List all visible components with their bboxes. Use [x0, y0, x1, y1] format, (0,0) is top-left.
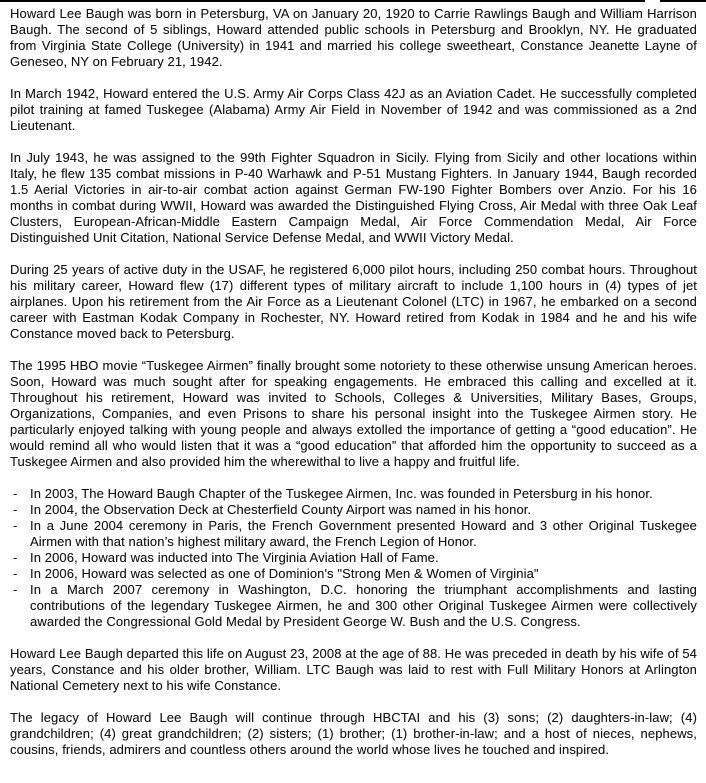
list-item-text: In 2006, Howard was selected as one of Dominion's "Strong Men & Women of Virginia" — [30, 566, 539, 581]
list-item — [10, 582, 697, 630]
bullet-dash: - — [13, 582, 18, 597]
bullet-dash: - — [13, 518, 18, 533]
list-item — [10, 566, 697, 582]
paragraph-hbo-movie: The 1995 HBO movie “Tuskegee Airmen” finally brought some notoriety to these otherwise unsung American heroes. Soon, Howard was much sought after for speaking engagements. He embraced this calling and excelled at it. Throughout his retirement, Howard was invited to Schools, Colleges & Universities, Military Bases, Groups, Organizations, Companies, and even Prisons to share his personal insight into the Tuskegee Airmen story. He particularly enjoyed talking with young people and always extolled the importance of getting a “good education”. He would remind all who would listen that it was a “good education” that afforded him the opportunity to succeed as a Tuskegee Airmen and also provided him the wherewithal to live a happy and fruitful life. — [10, 358, 697, 469]
paragraph-aviation-cadet: In March 1942, Howard entered the U.S. Army Air Corps Class 42J as an Aviation Cadet. He successfully completed pilot training at famed Tuskegee (Alabama) Army Air Field in November of 1942 and was commissioned as a 2nd Lieutenant. — [10, 86, 697, 133]
list-item-text: In 2003, The Howard Baugh Chapter of the Tuskegee Airmen, Inc. was founded in Petersburg in his honor. — [30, 486, 653, 501]
paragraph-birth-education: Howard Lee Baugh was born in Petersburg, VA on January 20, 1920 to Carrie Rawlings Baugh and William Harrison Baugh. The second of 5 siblings, Howard attended public schools in Petersburg and Brooklyn, NY. He graduated from Virginia State College (University) in 1941 and married his college sweetheart, Constance Jeanette Layne of Geneseo, NY on February 21, 1942. — [10, 6, 697, 69]
paragraph-usaf-career: During 25 years of active duty in the USAF, he registered 6,000 pilot hours, including 250 combat hours. Throughout his military career, Howard flew (17) different types of military aircraft to include 1,100 hours in (4) types of jet airplanes. Upon his retirement from the Air Force as a Lieutenant Colonel (LTC) in 1967, he embarked on a second career with Eastman Kodak Company in Rochester, NY. Howard retired from Kodak in 1984 and he and his wife Constance moved back to Petersburg. — [10, 262, 697, 341]
scan-artifact-line-right — [660, 0, 706, 2]
bullet-dash: - — [13, 486, 18, 501]
paragraph-combat-service: In July 1943, he was assigned to the 99th Fighter Squadron in Sicily. Flying from Sicily and other locations within Italy, he flew 135 combat missions in P-40 Warhawk and P-51 Mustang Fighters. In January 1944, Baugh recorded 1.5 Aerial Victories in air-to-air combat action against German FW-190 Fighter Bombers over Anzio. For his 16 months in combat during WWII, Howard was awarded the Distinguished Flying Cross, Air Medal with three Oak Leaf Clusters, European-African-Middle Eastern Campaign Medal, Air Force Commendation Medal, Air Force Distinguished Unit Citation, National Service Defense Medal, and WWII Victory Medal. — [10, 150, 697, 245]
list-item-text: In 2004, the Observation Deck at Chesterfield County Airport was named in his honor. — [30, 502, 532, 517]
paragraph-death: Howard Lee Baugh departed this life on August 23, 2008 at the age of 88. He was preceded in death by his wife of 54 years, Constance and his older brother, William. LTC Baugh was laid to rest with Full Military Honors at Arlington National Cemetery next to his wife Constance. — [10, 646, 697, 693]
list-item — [10, 518, 697, 550]
paragraph-legacy: The legacy of Howard Lee Baugh will continue through HBCTAI and his (3) sons; (2) daughters-in-law; (4) grandchildren; (4) great grandchildren; (2) sisters; (1) brother; (1) brother-in-law; and a host of nieces, nephews, cousins, friends, admirers and countless others around the world whose lives he touched and inspired. — [10, 710, 697, 757]
bullet-dash: - — [13, 502, 18, 517]
list-item — [10, 550, 697, 566]
list-item-text: In a March 2007 ceremony in Washington, D.C. honoring the triumphant accomplishments and lasting contributions of the legendary Tuskegee Airmen, he and 300 other Original Tuskegee Airmen were collectively awarded the Congressional Gold Medal by President George W. Bush and the U.S. Congress. — [30, 582, 697, 629]
list-item — [10, 486, 697, 502]
bullet-dash: - — [13, 550, 18, 565]
list-item — [10, 502, 697, 518]
list-item-text: In 2006, Howard was inducted into The Virginia Aviation Hall of Fame. — [30, 550, 439, 565]
list-item-text: In a June 2004 ceremony in Paris, the French Government presented Howard and 3 other Original Tuskegee Airmen with that nation’s highest military award, the French Legion of Honor. — [30, 518, 697, 549]
scan-artifact-line-left — [0, 0, 645, 2]
honors-list — [10, 486, 697, 630]
bullet-dash: - — [13, 566, 18, 581]
